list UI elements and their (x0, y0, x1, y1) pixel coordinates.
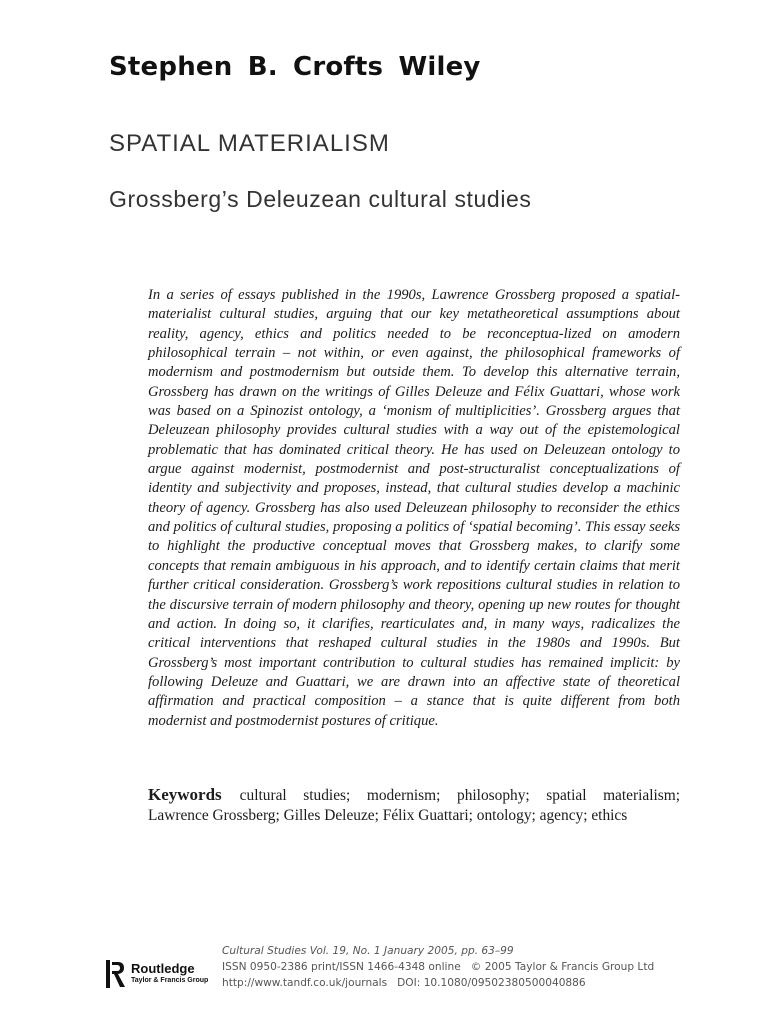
abstract: In a series of essays published in the 1990s, Lawrence Grossberg proposed a spatial-materialist cultural studies, arguing that our key metatheoretical assumptions about reality, agency, ethics and politics needed to be reconceptua-lized on amodern philosophical terrain – not within, or even against, the philosophical frameworks of modernism and postmodernism but outside them. To develop this alternative terrain, Grossberg has drawn on the writings of Gilles Deleuze and Félix Guattari, whose work was based on a Spinozist ontology, a ‘monism of multiplicities’. Grossberg argues that Deleuzean philosophy provides cultural studies with a way out of the epistemological problematic that has dominated critical theory. He has used on Deleuzean ontology to argue against modernist, postmodernist and post-structuralist conceptualizations of identity and subjectivity and proposes, instead, that cultural studies develop a machinic theory of agency. Grossberg has also used Deleuzean philosophy to reconsider the ethics and politics of cultural studies, proposing a politics of ‘spatial becoming’. This essay seeks to highlight the productive conceptual moves that Grossberg makes, to clarify some concepts that remain ambiguous in his approach, and to identify certain claims that merit further critical consideration. Grossberg’s work repositions cultural studies in relation to the discursive terrain of modern philosophy and theory, opening up new routes for thought and action. In doing so, it clarifies, rearticulates and, in many ways, radicalizes the critical interventions that reshaped cultural studies in the 1980s and 1990s. But Grossberg’s most important contribution to cultural studies has remained implicit: by following Deleuze and Guattari, we are drawn into an affective state of theoretical affirmation and practical composition – a stance that is quite different from both modernist and postmodernist postures of critique. (148, 287, 680, 729)
keywords-label: Keywords (148, 785, 222, 804)
author-name: Stephen B. Crofts Wiley (109, 52, 481, 82)
article-subtitle: Grossberg’s Deleuzean cultural studies (109, 186, 532, 212)
journal-url[interactable]: http://www.tandf.co.uk/journals (222, 977, 388, 989)
keywords-text: cultural studies; modernism; philosophy; spatial materialism; Lawrence Grossberg; Gilles Deleuze; Félix Guattari; ontology; agency; ethics (148, 787, 680, 824)
issn: ISSN 0950-2386 print/ISSN 1466-4348 online (222, 961, 461, 973)
copyright: © 2005 Taylor & Francis Group Ltd (470, 961, 655, 973)
publisher-group: Taylor & Francis Group (131, 977, 209, 984)
footer-info (222, 943, 654, 991)
issn-line (222, 959, 654, 975)
publisher-logo (106, 960, 209, 990)
publisher-name: Routledge (131, 961, 195, 976)
keywords (148, 785, 680, 826)
url-line (222, 975, 654, 991)
routledge-r-icon (106, 960, 126, 988)
article-title: SPATIAL MATERIALISM (109, 130, 390, 157)
journal-citation: Cultural Studies Vol. 19, No. 1 January 2005, pp. 63–99 (222, 945, 514, 957)
doi: DOI: 10.1080/09502380500040886 (397, 977, 586, 989)
